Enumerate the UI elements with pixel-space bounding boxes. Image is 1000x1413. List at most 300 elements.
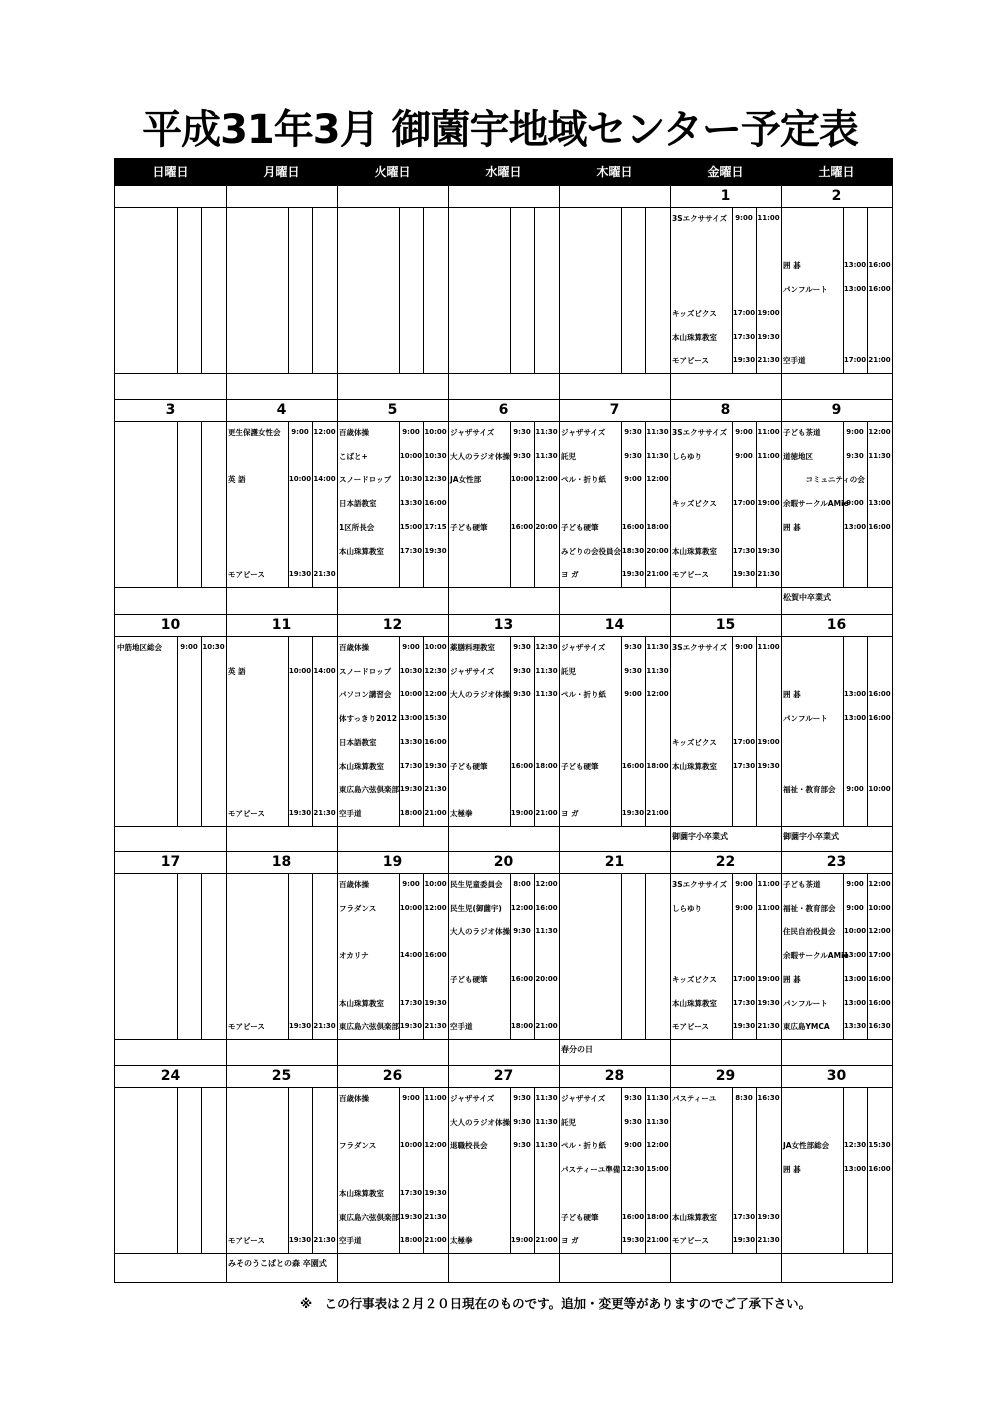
event-name: ジャザサイズ <box>450 1094 495 1103</box>
event-entry <box>226 1015 337 1038</box>
event-entry <box>448 897 559 920</box>
event-start-time: 18:30 <box>621 546 645 555</box>
day-number: 9 <box>831 402 842 418</box>
day-number: 19 <box>382 854 403 870</box>
event-name: ヨ ガ <box>561 570 579 580</box>
event-entry <box>781 278 892 301</box>
event-end-time: 16:00 <box>424 499 447 508</box>
event-end-time: 21:30 <box>424 1212 447 1221</box>
event-name: 東広島六弦倶楽部 <box>339 1022 399 1032</box>
event-end-time: 18:00 <box>646 522 669 531</box>
event-name: ジャザサイズ <box>561 428 606 437</box>
event-entry <box>226 563 337 586</box>
event-start-time: 10:30 <box>399 666 423 675</box>
time-column-divider <box>621 873 622 1039</box>
event-end-time: 16:00 <box>868 690 891 699</box>
event-start-time: 10:30 <box>399 475 423 484</box>
day-number: 18 <box>271 854 292 870</box>
weekday-3: 水曜日 <box>485 165 522 179</box>
event-name: ジャザサイズ <box>450 666 495 676</box>
event-name: 子ども硬筆 <box>561 761 599 771</box>
event-start-time: 19:30 <box>732 1236 756 1245</box>
event-name: パスティーユ <box>672 1094 717 1103</box>
day-note: 松賀中卒業式 <box>783 592 831 602</box>
event-end-time: 21:30 <box>424 785 447 794</box>
day-number <box>115 185 226 207</box>
event-start-time: 19:30 <box>288 570 312 579</box>
time-column-divider <box>201 1087 202 1253</box>
event-start-time: 17:00 <box>732 308 756 317</box>
event-name: 大人のラジオ体操 <box>450 927 510 937</box>
event-entry <box>559 1134 670 1157</box>
event-end-time: 18:00 <box>535 761 558 770</box>
event-entry <box>226 1229 337 1252</box>
day-number: 24 <box>160 1068 181 1084</box>
event-entry <box>448 516 559 539</box>
event-entry <box>448 1134 559 1157</box>
event-end-time: 16:00 <box>868 522 891 531</box>
event-start-time: 10:00 <box>399 690 423 699</box>
day-number: 2 <box>831 188 842 204</box>
event-entry <box>670 1206 781 1229</box>
week-footer-divider <box>115 373 892 374</box>
event-start-time: 19:30 <box>621 1236 645 1245</box>
event-name: 百歳体操 <box>339 428 369 437</box>
event-start-time: 9:00 <box>624 690 642 699</box>
event-name: 囲 碁 <box>783 261 801 271</box>
time-column-divider <box>312 207 313 373</box>
event-entry <box>337 1134 448 1157</box>
day-number: 5 <box>387 402 398 418</box>
event-entry <box>559 1158 670 1181</box>
event-name: 東広島六弦倶楽部 <box>339 785 399 795</box>
event-entry <box>781 707 892 730</box>
event-end-time: 21:00 <box>646 570 669 579</box>
event-end-time: 12:00 <box>868 927 891 936</box>
event-start-time: 9:30 <box>513 1117 531 1126</box>
event-start-time: 9:00 <box>180 643 198 651</box>
event-entry <box>781 873 892 896</box>
event-start-time: 13:30 <box>399 737 423 746</box>
time-column-divider <box>177 1087 178 1253</box>
event-entry <box>448 873 559 896</box>
event-start-time: 9:00 <box>624 475 642 484</box>
event-name: 本山珠算教室 <box>672 332 717 342</box>
day-number: 11 <box>271 617 292 633</box>
time-column-divider <box>177 873 178 1039</box>
day-note: 御薗宇小卒業式 <box>783 831 839 841</box>
event-entry <box>670 1087 781 1110</box>
event-end-time: 10:00 <box>424 880 447 888</box>
event-start-time: 17:30 <box>732 546 756 555</box>
event-name: ペル・折り紙 <box>561 1141 606 1151</box>
event-entry <box>781 683 892 706</box>
event-start-time: 9:00 <box>846 499 864 508</box>
event-entry <box>559 683 670 706</box>
event-end-time: 11:00 <box>757 214 780 222</box>
event-start-time: 9:00 <box>735 643 753 651</box>
event-entry <box>115 636 226 659</box>
event-end-time: 11:30 <box>646 428 669 436</box>
event-end-time: 11:30 <box>535 1094 558 1102</box>
event-end-time: 10:00 <box>424 643 447 651</box>
event-end-time: 19:30 <box>424 546 447 555</box>
weekday-4: 木曜日 <box>596 165 633 179</box>
time-column-divider <box>177 636 178 826</box>
event-name: 子ども硬筆 <box>561 522 599 532</box>
event-start-time: 9:30 <box>513 1094 531 1102</box>
time-column-divider <box>399 207 400 373</box>
event-entry <box>337 492 448 515</box>
day-number: 3 <box>165 402 176 418</box>
event-name: 東広島YMCA <box>783 1022 830 1032</box>
event-entry <box>670 1015 781 1038</box>
event-entry <box>670 992 781 1015</box>
week-footer-divider <box>115 587 892 588</box>
event-entry <box>337 778 448 801</box>
weekday-1: 月曜日 <box>263 165 300 179</box>
event-end-time: 11:30 <box>646 643 669 651</box>
event-name: モアピース <box>228 1236 265 1246</box>
event-name: しらゆり <box>672 903 702 913</box>
event-start-time: 19:30 <box>288 1022 312 1031</box>
event-end-time: 21:30 <box>313 1236 336 1245</box>
event-name: キッズビクス <box>672 737 717 747</box>
event-end-time: 10:30 <box>424 451 447 460</box>
event-name: 中筋地区総会 <box>117 643 162 652</box>
event-end-time: 21:00 <box>535 808 558 817</box>
event-end-time: 19:30 <box>757 546 780 555</box>
event-entry <box>559 660 670 683</box>
event-name: 託児 <box>561 1117 576 1127</box>
event-start-time: 13:30 <box>399 499 423 508</box>
event-entry <box>559 563 670 586</box>
event-entry <box>781 254 892 277</box>
event-name: 退職校長会 <box>450 1141 488 1151</box>
event-entry <box>559 1087 670 1110</box>
event-start-time: 15:00 <box>399 522 423 531</box>
event-name: 本山珠算教室 <box>339 998 384 1008</box>
event-name: 大人のラジオ体操 <box>450 451 510 461</box>
time-column-divider <box>621 207 622 373</box>
event-entry <box>337 755 448 778</box>
event-start-time: 9:30 <box>846 451 864 460</box>
event-end-time: 11:30 <box>646 666 669 675</box>
event-end-time: 11:00 <box>757 428 780 436</box>
event-entry <box>670 1229 781 1252</box>
event-start-time: 9:00 <box>735 428 753 436</box>
event-entry <box>670 897 781 920</box>
event-start-time: 13:00 <box>843 285 867 294</box>
event-end-time: 16:30 <box>757 1094 780 1102</box>
event-end-time: 12:00 <box>313 428 336 436</box>
event-name: 囲 碁 <box>783 974 801 984</box>
event-start-time: 17:30 <box>399 1188 423 1197</box>
event-name: パンフルート <box>783 998 828 1008</box>
event-start-time: 17:00 <box>732 499 756 508</box>
event-start-time: 13:00 <box>843 1165 867 1174</box>
day-number: 29 <box>715 1068 736 1084</box>
event-end-time: 14:00 <box>313 666 336 675</box>
day-number: 23 <box>826 854 847 870</box>
event-start-time: 17:00 <box>732 737 756 746</box>
event-name: 本山珠算教室 <box>672 998 717 1008</box>
event-end-time: 11:30 <box>535 451 558 460</box>
day-number: 30 <box>826 1068 847 1084</box>
event-start-time: 19:30 <box>399 1022 423 1031</box>
time-column-divider <box>288 1087 289 1253</box>
event-start-time: 9:00 <box>402 643 420 651</box>
event-end-time: 11:30 <box>535 927 558 936</box>
event-start-time: 9:30 <box>513 690 531 699</box>
event-name: 日本語教室 <box>339 499 377 509</box>
event-entry <box>337 683 448 706</box>
event-entry <box>337 873 448 896</box>
event-entry <box>337 1182 448 1205</box>
event-entry <box>448 660 559 683</box>
event-name: パンフルート <box>783 285 828 295</box>
event-end-time: 14:00 <box>313 475 336 484</box>
event-entry <box>448 468 559 491</box>
event-name: 太極拳 <box>450 808 473 818</box>
event-entry <box>781 516 892 539</box>
event-start-time: 8:30 <box>735 1094 753 1102</box>
event-entry <box>559 1229 670 1252</box>
event-end-time: 10:00 <box>868 785 891 794</box>
event-start-time: 19:30 <box>732 356 756 365</box>
event-end-time: 21:30 <box>757 1236 780 1245</box>
event-end-time: 16:00 <box>868 261 891 270</box>
day-number: 27 <box>493 1068 514 1084</box>
event-end-time: 12:30 <box>424 666 447 675</box>
event-end-time: 11:30 <box>646 1117 669 1126</box>
event-end-time: 12:30 <box>424 475 447 484</box>
event-end-time: 19:30 <box>757 998 780 1007</box>
event-end-time: 16:00 <box>868 1165 891 1174</box>
event-start-time: 9:00 <box>846 880 864 888</box>
event-end-time: 11:30 <box>868 451 891 460</box>
time-column-divider <box>312 1087 313 1253</box>
event-start-time: 9:30 <box>624 428 642 436</box>
event-name: 本山珠算教室 <box>339 546 384 556</box>
event-name: 囲 碁 <box>783 1165 801 1175</box>
event-name: 更生保護女性会 <box>228 428 281 437</box>
event-name: 託児 <box>561 666 576 676</box>
event-end-time: 21:30 <box>313 1022 336 1031</box>
event-start-time: 17:30 <box>732 761 756 770</box>
event-entry <box>448 968 559 991</box>
event-name: 空手道 <box>450 1022 473 1032</box>
event-name: 囲 碁 <box>783 690 801 700</box>
event-entry <box>337 468 448 491</box>
event-start-time: 19:30 <box>621 570 645 579</box>
event-start-time: 19:30 <box>399 1212 423 1221</box>
event-entry <box>670 302 781 325</box>
event-name: 空手道 <box>339 1236 362 1246</box>
week-footer-divider <box>115 826 892 827</box>
event-end-time: 12:30 <box>535 643 558 651</box>
event-start-time: 17:30 <box>399 761 423 770</box>
time-column-divider <box>177 421 178 587</box>
event-entry <box>670 968 781 991</box>
event-start-time: 13:00 <box>843 522 867 531</box>
event-name: 子ども硬筆 <box>561 1212 599 1222</box>
event-end-time: 11:30 <box>535 1141 558 1150</box>
time-column-divider <box>645 207 646 373</box>
weekday-0: 日曜日 <box>152 165 189 179</box>
day-number: 26 <box>382 1068 403 1084</box>
day-number: 8 <box>720 402 731 418</box>
time-column-divider <box>534 207 535 373</box>
event-end-time: 12:00 <box>424 1141 447 1150</box>
time-column-divider <box>288 873 289 1039</box>
event-start-time: 17:30 <box>732 998 756 1007</box>
event-name: 体すっきり2012 <box>339 714 397 724</box>
event-start-time: 9:30 <box>624 1117 642 1126</box>
time-column-divider <box>423 207 424 373</box>
event-end-time: 21:30 <box>757 356 780 365</box>
event-name: 空手道 <box>339 808 362 818</box>
event-entry <box>448 636 559 659</box>
event-end-time: 12:00 <box>646 1141 669 1150</box>
event-start-time: 10:00 <box>288 475 312 484</box>
event-end-time: 16:00 <box>535 903 558 912</box>
event-entry <box>337 636 448 659</box>
event-name: 大人のラジオ体操 <box>450 690 510 700</box>
event-name: 本山珠算教室 <box>339 1188 384 1198</box>
event-end-time: 19:30 <box>424 998 447 1007</box>
event-end-time: 21:00 <box>535 1022 558 1031</box>
event-entry <box>781 468 892 491</box>
day-number: 12 <box>382 617 403 633</box>
event-end-time: 19:30 <box>757 761 780 770</box>
weekday-6: 土曜日 <box>818 165 855 179</box>
event-start-time: 9:30 <box>513 1141 531 1150</box>
event-entry <box>337 1229 448 1252</box>
event-end-time: 16:00 <box>424 951 447 960</box>
event-start-time: 13:30 <box>843 1022 867 1031</box>
event-start-time: 9:00 <box>402 428 420 436</box>
event-start-time: 13:00 <box>843 951 867 960</box>
event-entry <box>448 755 559 778</box>
event-start-time: 9:00 <box>846 785 864 794</box>
event-start-time: 19:30 <box>399 785 423 794</box>
footnote: ※ この行事表は２月２０日現在のものです。追加・変更等がありますのでご了承下さい。 <box>300 1296 812 1311</box>
day-number <box>559 185 670 207</box>
event-start-time: 10:00 <box>843 927 867 936</box>
event-entry <box>559 445 670 468</box>
event-entry <box>670 755 781 778</box>
day-number: 7 <box>609 402 620 418</box>
event-name: モアピース <box>672 356 709 366</box>
event-name: 英 語 <box>228 475 246 485</box>
event-end-time: 11:00 <box>757 880 780 888</box>
event-end-time: 21:30 <box>757 1022 780 1031</box>
event-entry <box>670 421 781 444</box>
event-name: 百歳体操 <box>339 643 369 652</box>
event-entry <box>337 707 448 730</box>
time-column-divider <box>288 421 289 587</box>
event-entry <box>448 1229 559 1252</box>
event-end-time: 16:00 <box>868 998 891 1007</box>
event-start-time: 9:00 <box>846 428 864 436</box>
event-name: キッズビクス <box>672 974 717 984</box>
event-end-time: 19:00 <box>757 308 780 317</box>
event-entry <box>670 563 781 586</box>
event-start-time: 10:00 <box>399 903 423 912</box>
week-footer-divider <box>115 1039 892 1040</box>
day-number: 28 <box>604 1068 625 1084</box>
event-start-time: 12:00 <box>510 903 534 912</box>
event-end-time: 21:00 <box>535 1236 558 1245</box>
time-column-divider <box>201 207 202 373</box>
event-entry <box>337 421 448 444</box>
event-entry <box>337 1015 448 1038</box>
event-entry <box>448 421 559 444</box>
event-entry <box>448 802 559 825</box>
time-column-divider <box>288 207 289 373</box>
event-name: JA女性部 <box>450 475 482 485</box>
event-name: 東広島六弦倶楽部 <box>339 1212 399 1222</box>
event-start-time: 9:30 <box>513 666 531 675</box>
event-end-time: 16:00 <box>868 974 891 983</box>
event-start-time: 9:30 <box>513 428 531 436</box>
time-column-divider <box>201 636 202 826</box>
event-start-time: 13:00 <box>843 690 867 699</box>
event-start-time: 16:00 <box>621 1212 645 1221</box>
event-entry <box>226 802 337 825</box>
event-end-time: 10:00 <box>868 903 891 912</box>
event-end-time: 17:00 <box>868 951 891 960</box>
event-name: 本山珠算教室 <box>672 761 717 771</box>
event-start-time: 18:00 <box>399 1236 423 1245</box>
event-entry <box>337 660 448 683</box>
event-name: スノードロップ <box>339 666 392 676</box>
event-start-time: 9:00 <box>402 880 420 888</box>
day-number: 6 <box>498 402 509 418</box>
event-entry <box>559 755 670 778</box>
event-end-time: 18:00 <box>646 1212 669 1221</box>
event-end-time: 19:30 <box>757 1212 780 1221</box>
event-start-time: 9:00 <box>735 903 753 912</box>
event-name: ヨ ガ <box>561 808 579 818</box>
event-end-time: 12:00 <box>646 475 669 484</box>
event-start-time: 17:30 <box>732 1212 756 1221</box>
event-name: しらゆり <box>672 451 702 461</box>
event-start-time: 10:00 <box>288 666 312 675</box>
event-start-time: 13:00 <box>843 974 867 983</box>
event-start-time: 17:00 <box>843 356 867 365</box>
day-number: 16 <box>826 617 847 633</box>
event-name: 本山珠算教室 <box>339 761 384 771</box>
event-name: みどりの会役員会 <box>561 546 621 556</box>
event-entry <box>337 731 448 754</box>
event-start-time: 17:30 <box>399 546 423 555</box>
event-end-time: 21:30 <box>757 570 780 579</box>
event-name: モアピース <box>672 1022 709 1032</box>
event-name: 子ども茶道 <box>783 880 821 889</box>
event-entry <box>337 1206 448 1229</box>
event-name: 子ども硬筆 <box>450 522 488 532</box>
event-name: ジャザサイズ <box>561 643 606 652</box>
event-entry <box>781 492 892 515</box>
event-end-time: 11:30 <box>646 1094 669 1102</box>
event-end-time: 20:00 <box>646 546 669 555</box>
weekday-2: 火曜日 <box>374 165 411 179</box>
event-entry <box>781 445 892 468</box>
event-name: 3Sエクササイズ <box>672 214 728 223</box>
event-end-time: 12:00 <box>535 880 558 888</box>
